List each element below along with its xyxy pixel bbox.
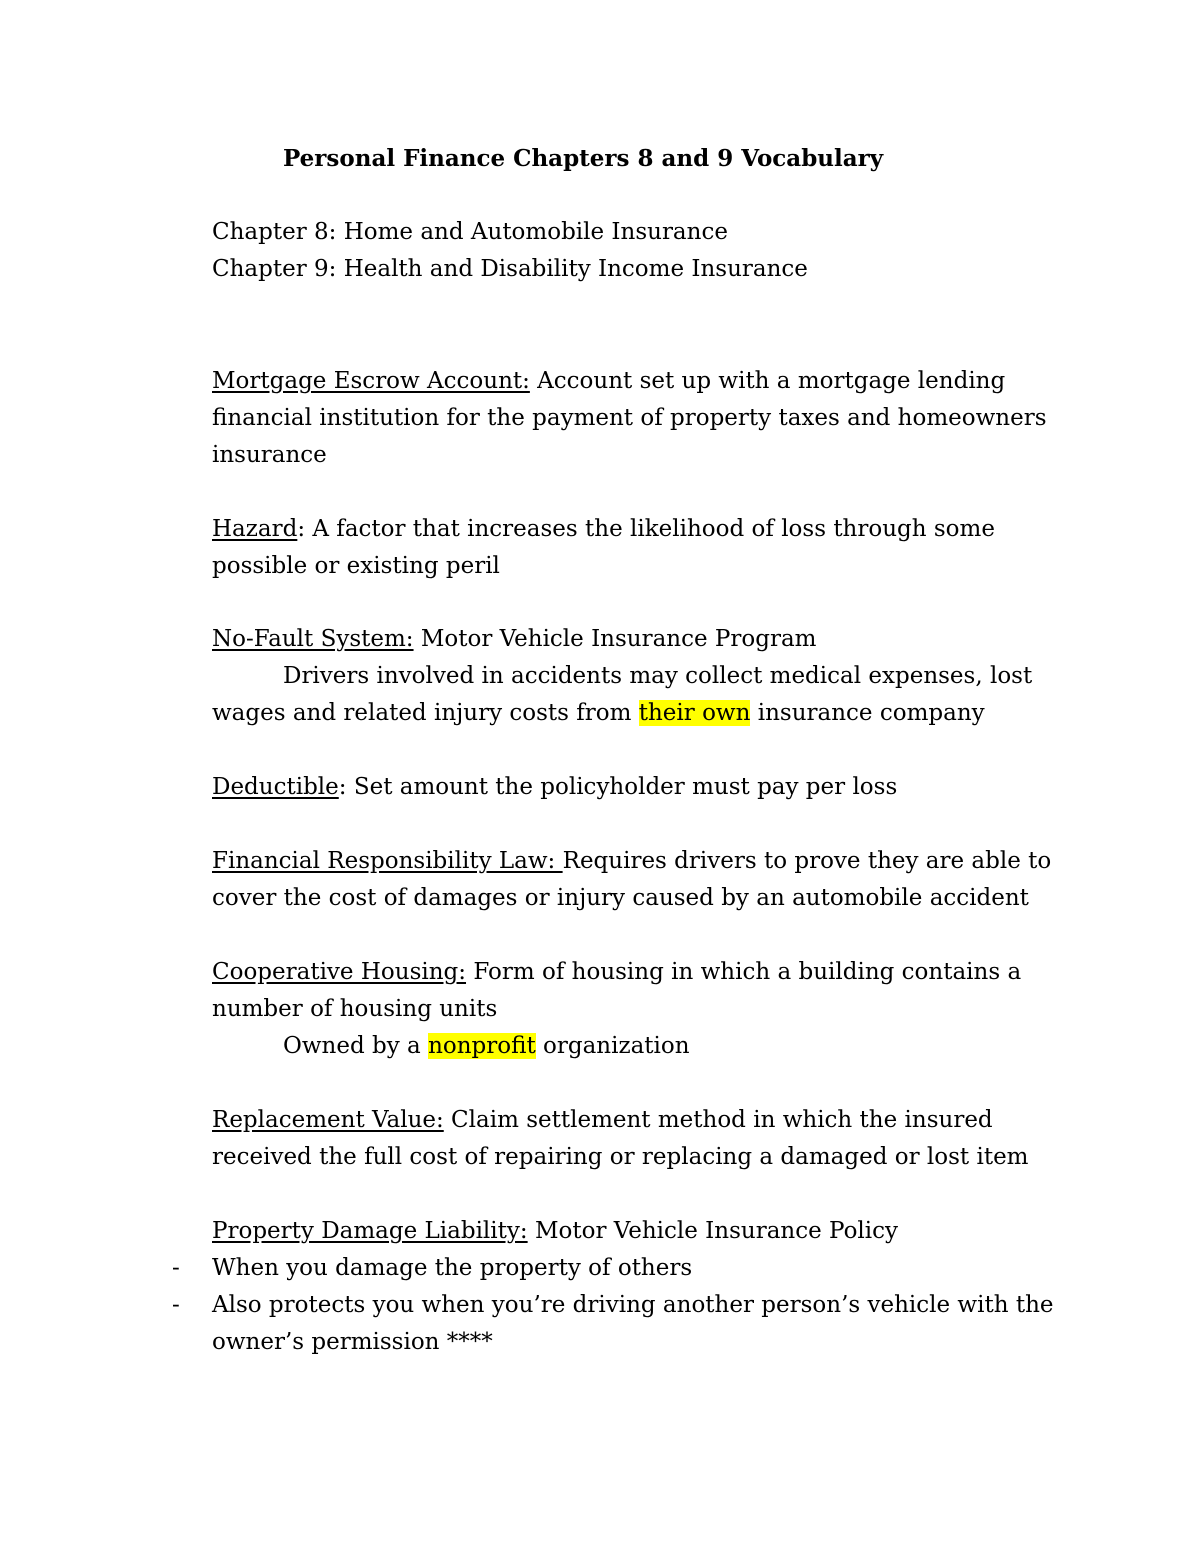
entry-coop-line1 — [212, 954, 1021, 991]
bullet-dash: - — [172, 1255, 180, 1281]
term-propdamage: Property Damage Liability: — [212, 1218, 528, 1244]
entry-propdamage-line1 — [212, 1213, 898, 1250]
document-title: Personal Finance Chapters 8 and 9 Vocabulary — [283, 145, 884, 172]
entry-deductible-line1 — [212, 769, 897, 806]
def-deductible-1: : Set amount the policyholder must pay per loss — [338, 774, 898, 800]
def-coop-2: number of housing units — [212, 996, 498, 1022]
def-coop-indent-pre: Owned by a — [283, 1033, 429, 1059]
def-nofault-2-post: insurance company — [750, 700, 985, 726]
def-finresp-2: cover the cost of damages or injury caused by an automobile accident — [212, 885, 1029, 911]
entry-escrow-line1 — [212, 363, 1005, 400]
entry-finresp-line1 — [212, 843, 1051, 880]
term-hazard: Hazard — [212, 516, 298, 542]
def-nofault-2 — [212, 695, 985, 732]
def-nofault-2-pre: wages and related injury costs from — [212, 700, 639, 726]
def-replacement-2: received the full cost of repairing or replacing a damaged or lost item — [212, 1144, 1029, 1170]
bullet-dash: - — [172, 1292, 180, 1318]
def-escrow-3: insurance — [212, 442, 327, 468]
bullet-item: Also protects you when you’re driving another person’s vehicle with the — [212, 1292, 1054, 1318]
def-coop-indent — [283, 1028, 690, 1065]
def-hazard-2: possible or existing peril — [212, 553, 500, 579]
def-replacement-1: Claim settlement method in which the insured — [443, 1107, 993, 1133]
def-coop-indent-post: organization — [535, 1033, 690, 1059]
highlight-their-own: their own — [638, 700, 751, 726]
term-nofault: No-Fault System: — [212, 626, 414, 652]
bullet-item-continuation: owner’s permission **** — [212, 1329, 493, 1355]
entry-replacement-line1 — [212, 1102, 993, 1139]
term-finresp: Financial Responsibility Law: — [212, 848, 563, 874]
term-replacement: Replacement Value: — [212, 1107, 444, 1133]
def-propdamage-1: Motor Vehicle Insurance Policy — [527, 1218, 898, 1244]
def-nofault-indent: Drivers involved in accidents may collect medical expenses, lost — [283, 663, 1033, 689]
entry-hazard-line1 — [212, 511, 995, 548]
term-deductible: Deductible — [212, 774, 339, 800]
chapter-8-line: Chapter 8: Home and Automobile Insurance — [212, 219, 728, 245]
term-escrow: Mortgage Escrow Account: — [212, 368, 530, 394]
def-coop-1: Form of housing in which a building contains a — [466, 959, 1022, 985]
entry-nofault-line1 — [212, 621, 817, 658]
def-finresp-1: Requires drivers to prove they are able to — [562, 848, 1052, 874]
bullet-item: When you damage the property of others — [212, 1255, 693, 1281]
def-nofault-1: Motor Vehicle Insurance Program — [413, 626, 817, 652]
chapter-9-line: Chapter 9: Health and Disability Income Insurance — [212, 256, 808, 282]
def-hazard-1: : A factor that increases the likelihood of loss through some — [297, 516, 995, 542]
def-escrow-2: financial institution for the payment of property taxes and homeowners — [212, 405, 1047, 431]
term-coop: Cooperative Housing: — [212, 959, 467, 985]
def-escrow-1: Account set up with a mortgage lending — [529, 368, 1006, 394]
highlight-nonprofit: nonprofit — [428, 1033, 536, 1059]
